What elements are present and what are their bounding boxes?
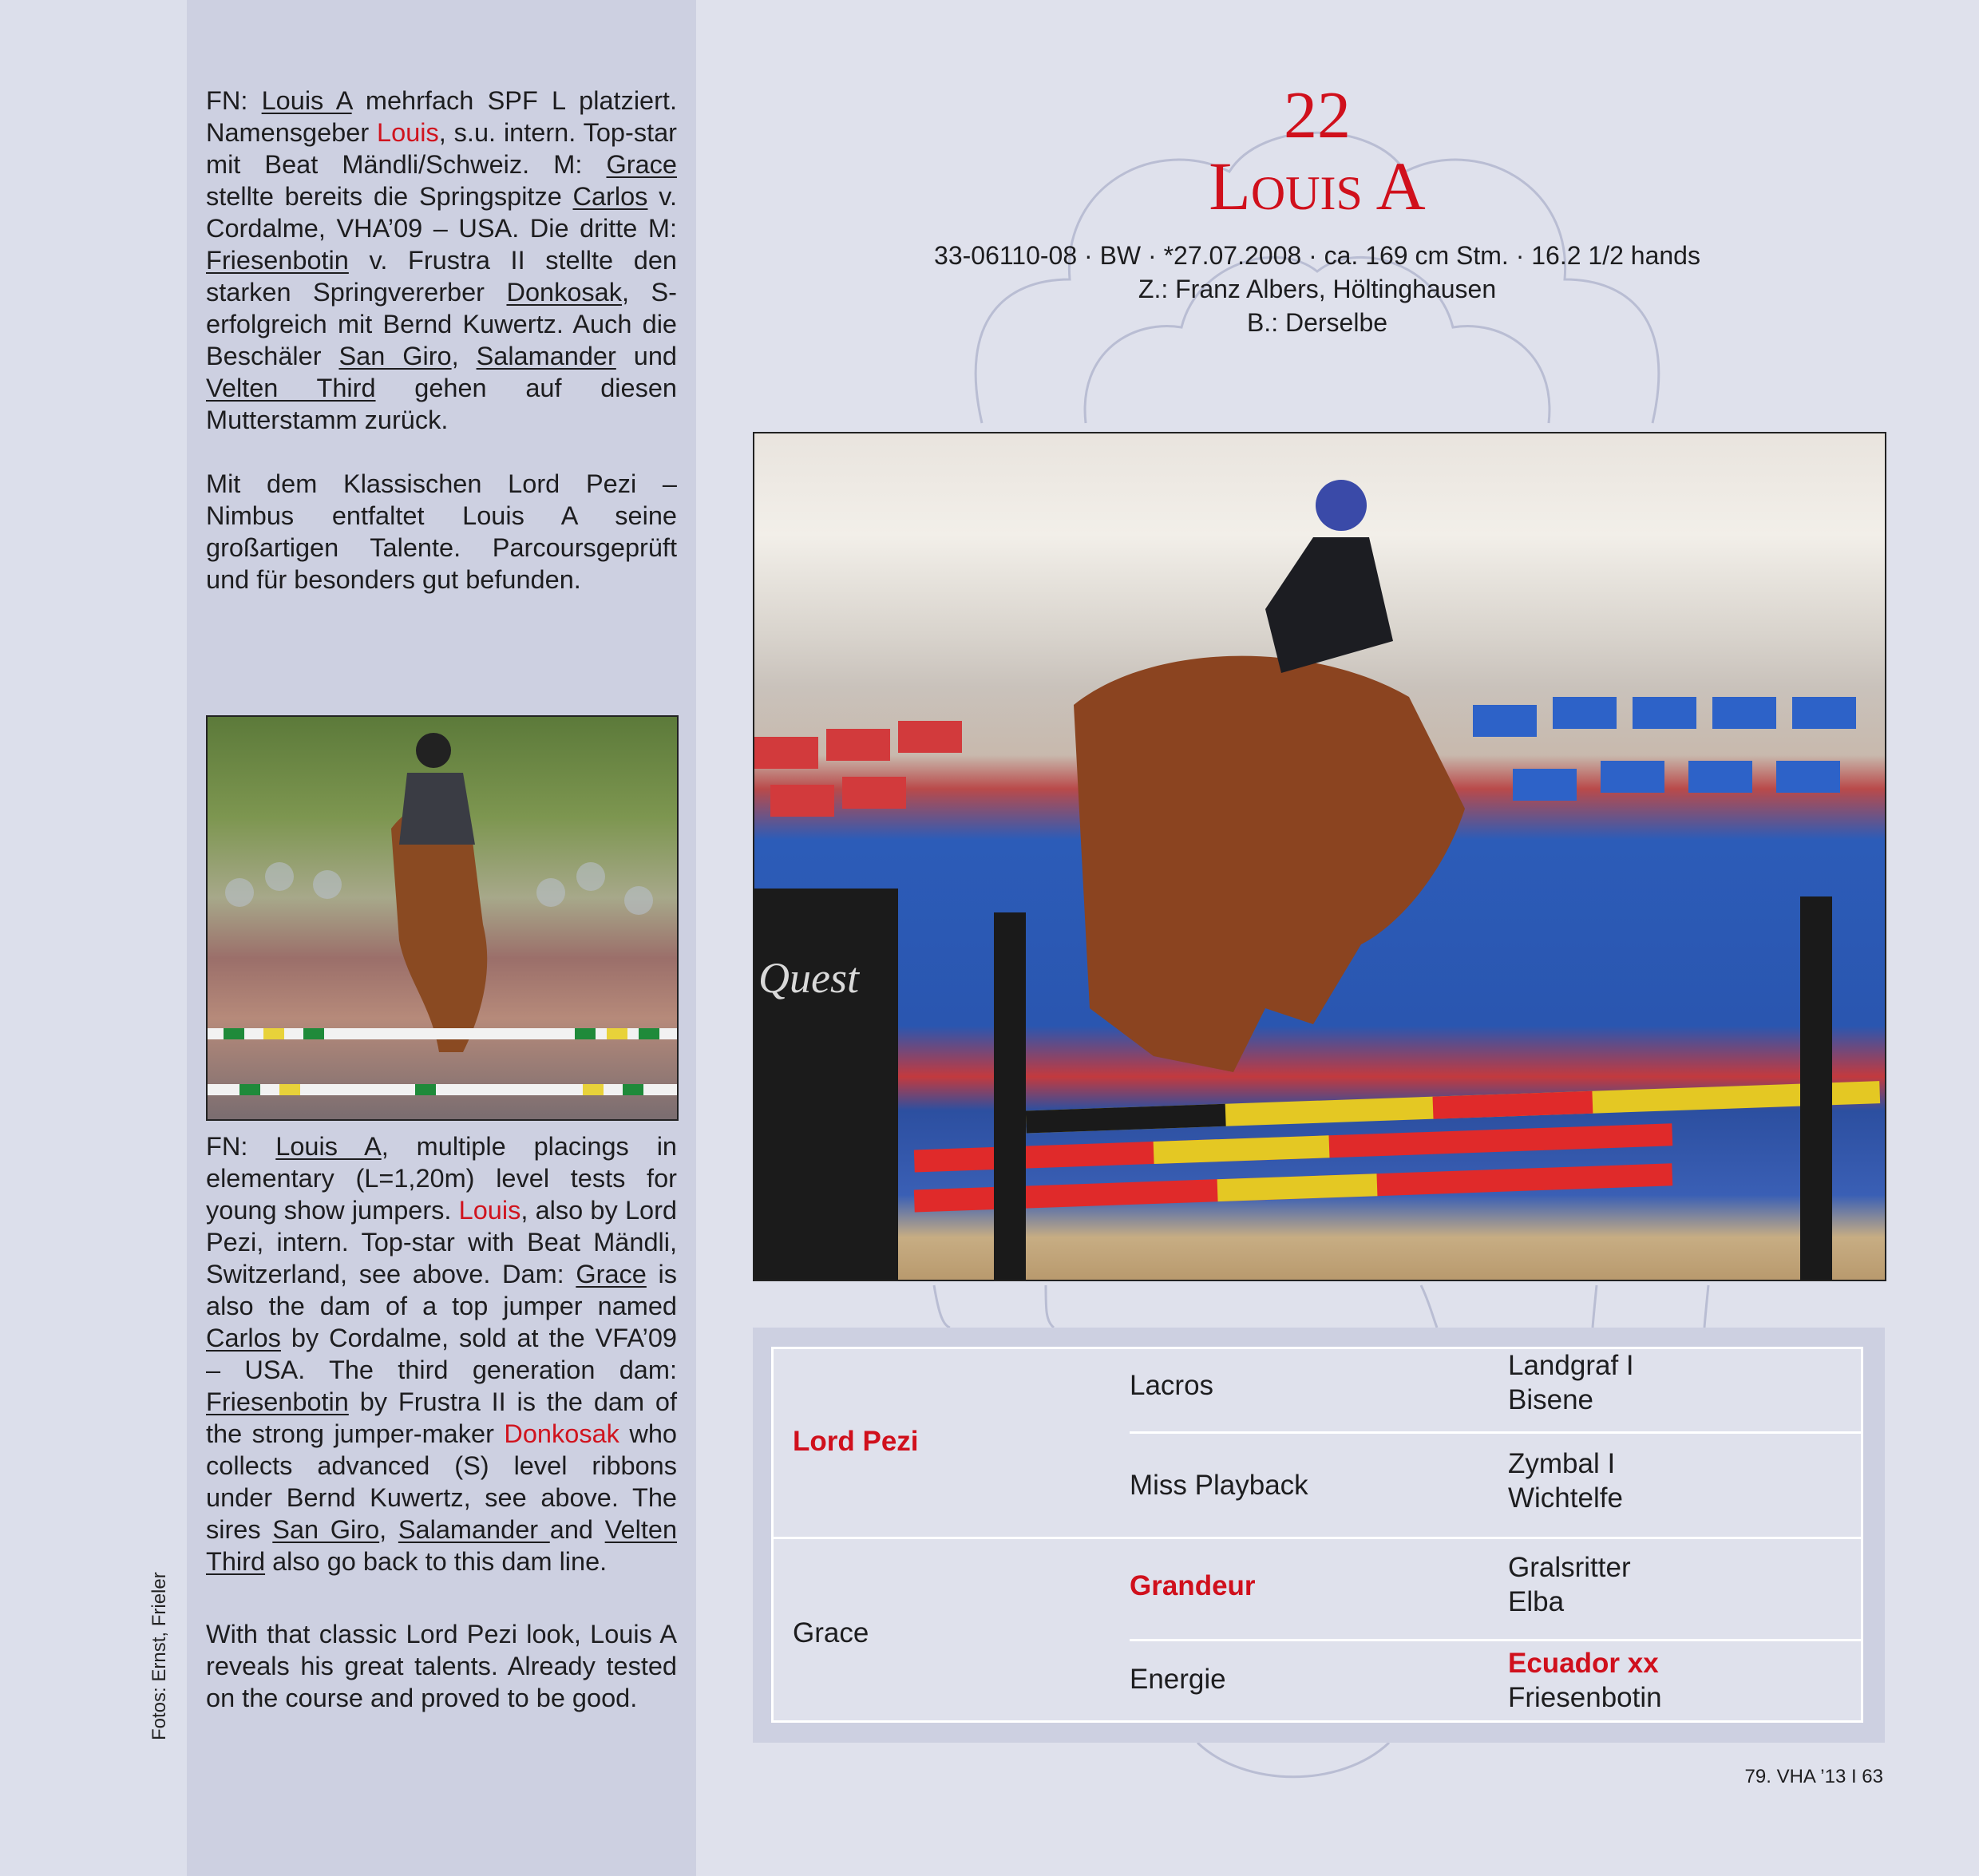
dam-sire: Grandeur xyxy=(1130,1570,1256,1601)
photo-main-indoor-jump xyxy=(753,432,1886,1281)
highlighted-name: Louis xyxy=(458,1196,521,1225)
sire: Lord Pezi xyxy=(793,1426,919,1457)
horse-name-link: Louis A xyxy=(275,1132,382,1161)
page-footer: 79. VHA ’13 I 63 xyxy=(1744,1766,1883,1787)
dam: Grace xyxy=(793,1617,869,1648)
english-paragraph-1 xyxy=(206,1130,677,1577)
text-segment: FN: xyxy=(206,86,262,115)
text-segment: FN: xyxy=(206,1132,276,1161)
horse-name-link: Louis A xyxy=(261,86,352,115)
divider xyxy=(774,1537,1861,1539)
text-segment: is also the dam of a top jumper named xyxy=(206,1260,678,1320)
horse-name-link: Velten Third xyxy=(206,374,376,402)
sire-sire: Lacros xyxy=(1130,1370,1214,1401)
text-segment: , also by Lord Pezi, intern. Top-star with Beat Mändli, Switzerland, see above. Dam: xyxy=(206,1196,677,1288)
text-segment: and xyxy=(549,1515,605,1544)
text-segment: by Frustra II is the dam of the strong jumper-maker xyxy=(206,1387,677,1448)
horse-name: Louis A xyxy=(1209,148,1426,224)
german-paragraph-2 xyxy=(206,468,677,596)
horse-name-link: Friesenbotin xyxy=(206,1387,349,1416)
text-segment: Mit dem Klassischen Lord Pezi – Nimbus entfaltet Louis A seine großartigen Talente. Parcoursgeprüft und für besonders gut befunden. xyxy=(206,469,677,594)
text-segment: v. Cordalme, VHA’09 – USA. Die dritte M: xyxy=(206,182,677,243)
owner: B.: Derselbe xyxy=(1246,308,1388,337)
text-segment: mehrfach SPF L platziert. Namensgeber xyxy=(206,86,677,147)
german-paragraph-1 xyxy=(206,85,677,436)
photo-rider-outdoor xyxy=(206,715,679,1121)
text-segment: , multiple placings in elementary (L=1,20m) level tests for young show jumpers. xyxy=(206,1132,677,1225)
text-segment: , xyxy=(451,342,477,370)
horse-name-link: Velten Third xyxy=(206,1515,678,1576)
highlighted-name: Louis xyxy=(377,118,439,147)
horse-name-link: Salamander xyxy=(476,342,616,370)
horse-name-link: Friesenbotin xyxy=(206,246,349,275)
dd-dam: Friesenbotin xyxy=(1508,1682,1662,1713)
sponsor-logo: Quest xyxy=(758,954,859,1002)
text-segment: who collects advanced (S) level ribbons under Bernd Kuwertz, see above. The sires xyxy=(206,1419,677,1544)
text-segment: stellte bereits die Springspitze xyxy=(206,182,573,211)
text-segment: , s.u. intern. Top-star mit Beat Mändli/Schweiz. M: xyxy=(206,118,677,179)
divider xyxy=(1130,1639,1861,1641)
breeder: Z.: Franz Albers, Höltinghausen xyxy=(1138,275,1497,303)
horse-details: 33-06110-08 · BW · *27.07.2008 · ca. 169 cm Stm. · 16.2 1/2 hands xyxy=(934,241,1700,270)
horse-name-link: Donkosak xyxy=(506,278,622,307)
horse-name-link: Salamander xyxy=(398,1515,550,1544)
dam-dam: Energie xyxy=(1130,1664,1226,1695)
text-segment: , xyxy=(379,1515,398,1544)
horse-name-link: San Giro xyxy=(338,342,452,370)
text-segment: , S-erfolgreich mit Bernd Kuwertz. Auch die Beschäler xyxy=(206,278,677,370)
ss-sire: Landgraf I xyxy=(1508,1350,1634,1381)
horse-name-link: Carlos xyxy=(206,1324,281,1352)
horse-name-link: Carlos xyxy=(572,182,648,211)
sd-sire: Zymbal I xyxy=(1508,1448,1616,1479)
horse-name-link: San Giro xyxy=(272,1515,380,1544)
horse-name-link: Grace xyxy=(576,1260,647,1288)
horse-name-link: Grace xyxy=(606,150,677,179)
sd-dam: Wichtelfe xyxy=(1508,1482,1623,1514)
catalog-number: 22 xyxy=(1284,78,1351,152)
ds-sire: Gralsritter xyxy=(1508,1552,1631,1583)
sire-dam: Miss Playback xyxy=(1130,1470,1308,1501)
horse-jump-illustration xyxy=(208,717,677,1119)
text-segment: by Cordalme, sold at the VFA’09 – USA. The third generation dam: xyxy=(206,1324,677,1384)
pedigree-table xyxy=(771,1347,1863,1723)
ds-dam: Elba xyxy=(1508,1586,1565,1617)
horse-jump-illustration xyxy=(754,433,1885,1280)
text-segment: gehen auf diesen Mutterstamm zurück. xyxy=(206,374,677,434)
english-paragraph-2 xyxy=(206,1618,677,1714)
text-segment: also go back to this dam line. xyxy=(265,1547,608,1576)
dd-sire: Ecuador xx xyxy=(1508,1648,1659,1679)
text-segment: With that classic Lord Pezi look, Louis A reveals his great talents. Already tested on the course and proved to be good. xyxy=(206,1620,677,1712)
photo-credit: Fotos: Ernst, Frieler xyxy=(148,1572,170,1740)
highlighted-name: Donkosak xyxy=(504,1419,619,1448)
text-segment: und xyxy=(615,342,677,370)
divider xyxy=(1130,1431,1861,1434)
ss-dam: Bisene xyxy=(1508,1384,1594,1415)
text-segment: v. Frustra II stellte den starken Springvererber xyxy=(206,246,677,307)
